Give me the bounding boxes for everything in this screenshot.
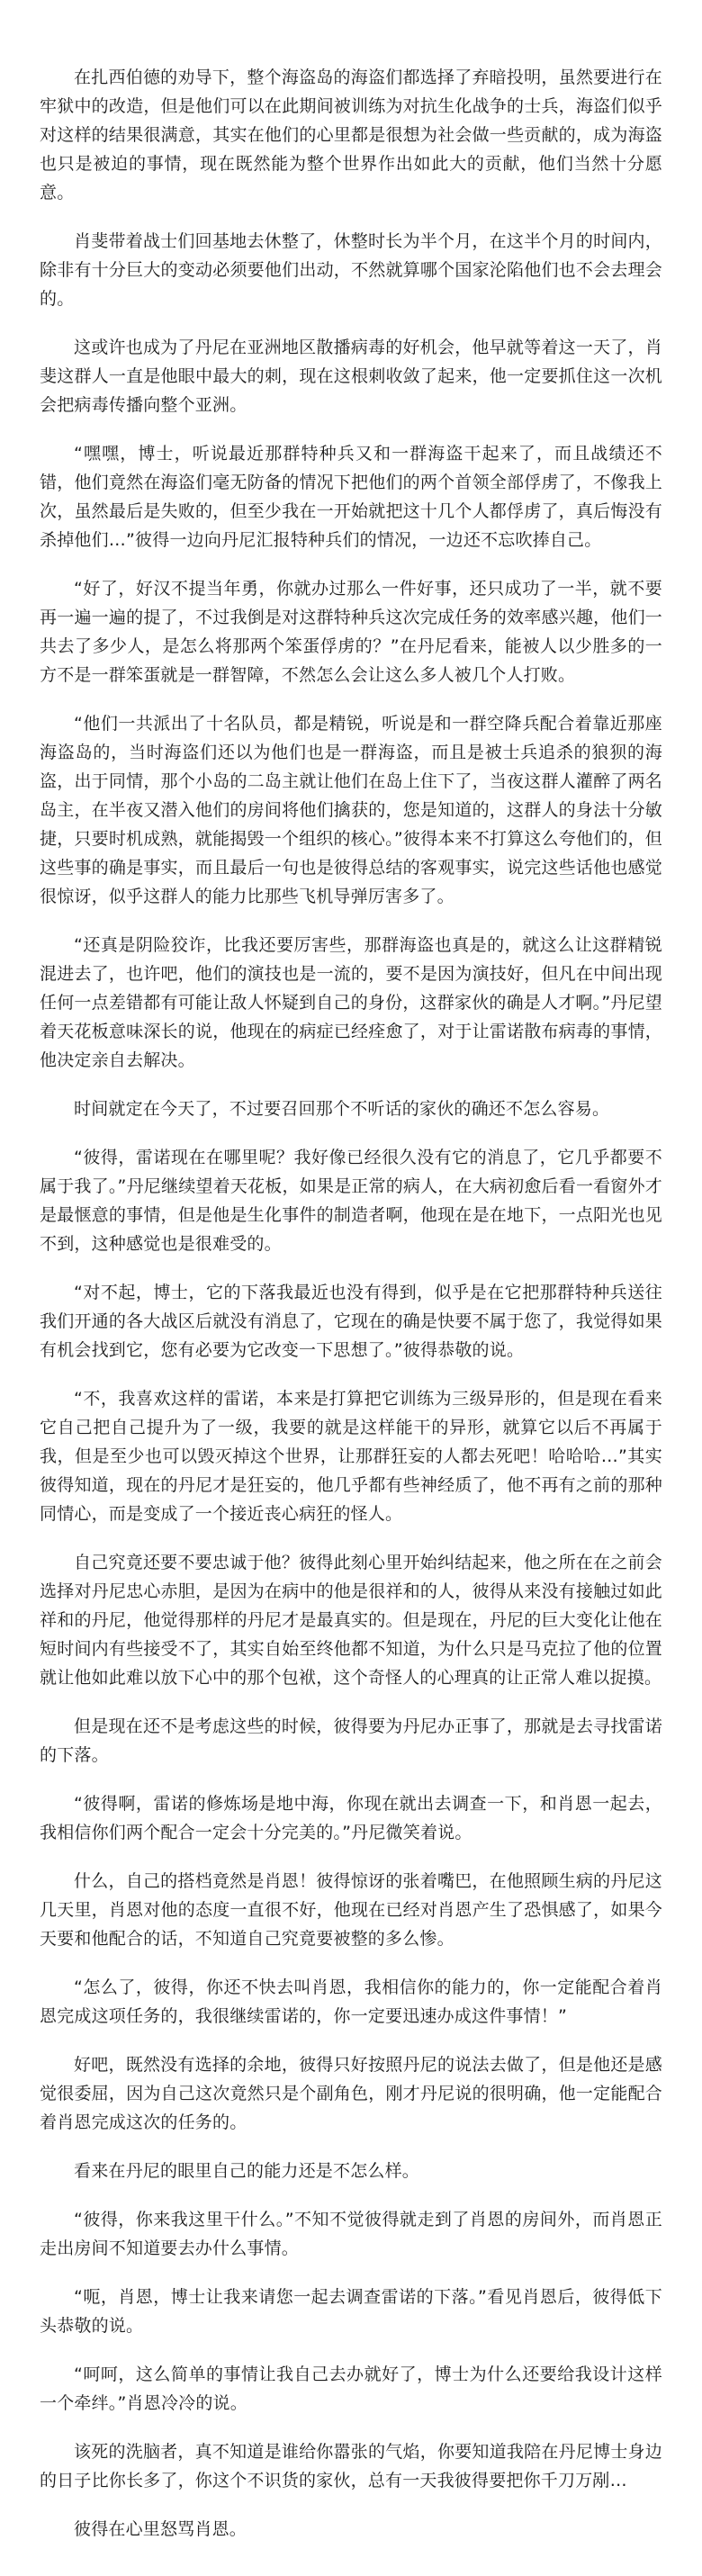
paragraph: 肖斐带着战士们回基地去休整了，休整时长为半个月，在这半个月的时间内，除非有十分巨大的变动必须要他们出动，不然就算哪个国家沦陷他们也不会去理会的。 [40, 231, 662, 309]
paragraph: 彼得在心里怒骂肖恩。 [74, 2519, 248, 2539]
paragraph: 好吧，既然没有选择的余地，彼得只好按照丹尼的说法去做了，但是他还是感觉很委屈，因为自己这次竟然只是个副角色，刚才丹尼说的很明确，他一定能配合着肖恩完成这次的任务的。 [40, 2055, 662, 2132]
paragraph: 这或许也成为了丹尼在亚洲地区散播病毒的好机会，他早就等着这一天了，肖斐这群人一直是他眼中最大的刺，现在这根刺收敛了起来，他一定要抓住这一次机会把病毒传播向整个亚洲。 [40, 338, 662, 415]
paragraph: “不，我喜欢这样的雷诺，本来是打算把它训练为三级异形的，但是现在看来它自己把自己提升为了一级，我要的就是这样能干的异形，就算它以后不再属于我，但是至少也可以毁灭掉这个世界，让那群狂妄的人都去死吧！哈哈哈…”其实彼得知道，现在的丹尼才是狂妄的，他几乎都有些神经质了，他不再有之前的那种同情心，而是变成了一个接近丧心病狂的怪人。 [40, 1389, 662, 1524]
paragraph: “好了，好汉不提当年勇，你就办过那么一件好事，还只成功了一半，就不要再一遍一遍的提了，不过我倒是对这群特种兵这次完成任务的效率感兴趣，他们一共去了多少人，是怎么将那两个笨蛋俘虏的？”在丹尼看来，能被人以少胜多的一方不是一群笨蛋就是一群智障，不然怎么会让这么多人被几个人打败。 [40, 579, 662, 685]
paragraph: 但是现在还不是考虑这些的时候，彼得要为丹尼办正事了，那就是去寻找雷诺的下落。 [40, 1716, 662, 1765]
paragraph: 自己究竟还要不要忠诚于他？彼得此刻心里开始纠结起来，他之所在在之前会选择对丹尼忠心赤胆，是因为在病中的他是很祥和的人，彼得从来没有接触过如此祥和的丹尼，他觉得那样的丹尼才是最真实的。但是现在，丹尼的巨大变化让他在短时间内有些接受不了，其实自始至终他都不知道，为什么只是马克拉了他的位置就让他如此难以放下心中的那个包袱，这个奇怪人的心理真的让正常人难以捉摸。 [40, 1553, 662, 1688]
paragraph: “怎么了，彼得，你还不快去叫肖恩，我相信你的能力的，你一定能配合着肖恩完成这项任务的，我很继续雷诺的，你一定要迅速办成这件事情！” [40, 1977, 662, 2026]
paragraph: “呃，肖恩，博士让我来请您一起去调查雷诺的下落。”看见肖恩后，彼得低下头恭敬的说。 [40, 2287, 662, 2336]
paragraph: “还真是阴险狡诈，比我还要厉害些，那群海盗也真是的，就这么让这群精锐混进去了，也许吧，他们的演技也是一流的，要不是因为演技好，但凡在中间出现任何一点差错都有可能让敌人怀疑到自己的身份，这群家伙的确是人才啊。”丹尼望着天花板意味深长的说，他现在的病症已经痊愈了，对于让雷诺散布病毒的事情，他决定亲自去解决。 [40, 935, 662, 1070]
paragraph: 时间就定在今天了，不过要召回那个不听话的家伙的确还不怎么容易。 [74, 1099, 610, 1119]
paragraph: “对不起，博士，它的下落我最近也没有得到，似乎是在它把那群特种兵送往我们开通的各大战区后就没有消息了，它现在的确是快要不属于您了，我觉得如果有机会找到它，您有必要为它改变一下思想了。”彼得恭敬的说。 [40, 1283, 662, 1360]
paragraph: “他们一共派出了十名队员，都是精锐，听说是和一群空降兵配合着靠近那座海盗岛的，当时海盗们还以为他们也是一群海盗，而且是被士兵追杀的狼狈的海盗，出于同情，那个小岛的二岛主就让他们在岛上住下了，当夜这群人灌醉了两名岛主，在半夜又潜入他们的房间将他们擒获的，您是知道的，这群人的身法十分敏捷，只要时机成熟，就能揭毁一个组织的核心。”彼得本来不打算这么夸他们的，但这些事的确是事实，而且最后一句也是彼得总结的客观事实，说完这些话他也感觉很惊讶，似乎这群人的能力比那些飞机导弹厉害多了。 [40, 714, 662, 906]
paragraph: “呵呵，这么简单的事情让我自己去办就好了，博士为什么还要给我设计这样一个牵绊。”肖恩冷冷的说。 [40, 2364, 662, 2413]
paragraph: 看来在丹尼的眼里自己的能力还是不怎么样。 [74, 2161, 420, 2181]
paragraph: “嘿嘿，博士，听说最近那群特种兵又和一群海盗干起来了，而且战绩还不错，他们竟然在海盗们毫无防备的情况下把他们的两个首领全部俘虏了，不像我上次，虽然最后是失败的，但至少我在一开始就把这十几个人都俘虏了，真后悔没有杀掉他们…”彼得一边向丹尼汇报特种兵们的情况，一边还不忘吹捧自己。 [40, 444, 662, 550]
paragraph: “彼得，雷诺现在在哪里呢？我好像已经很久没有它的消息了，它几乎都要不属于我了。”丹尼继续望着天花板，如果是正常的病人，在大病初愈后看一看窗外才是最惬意的事情，但是他是生化事件的制造者啊，他现在是在地下，一点阳光也见不到，这种感觉也是很难受的。 [40, 1148, 662, 1254]
paragraph: “彼得啊，雷诺的修炼场是地中海，你现在就出去调查一下，和肖恩一起去，我相信你们两个配合一定会十分完美的。”丹尼微笑着说。 [40, 1794, 662, 1842]
paragraph: 什么，自己的搭档竟然是肖恩！彼得惊讶的张着嘴巴，在他照顾生病的丹尼这几天里，肖恩对他的态度一直很不好，他现在已经对肖恩产生了恐惧感了，如果今天要和他配合的话，不知道自己究竟要被整的多么惨。 [40, 1871, 662, 1949]
article-body [40, 63, 662, 2544]
paragraph: 在扎西伯德的劝导下，整个海盗岛的海盗们都选择了弃暗投明，虽然要进行在牢狱中的改造，但是他们可以在此期间被训练为对抗生化战争的士兵，海盗们似乎对这样的结果很满意，其实在他们的心里都是很想为社会做一些贡献的，成为海盗也只是被迫的事情，现在既然能为整个世界作出如此大的贡献，他们当然十分愿意。 [40, 68, 662, 203]
paragraph: 该死的洗脑者，真不知道是谁给你嚣张的气焰，你要知道我陪在丹尼博士身边的日子比你长多了，你这个不识货的家伙，总有一天我彼得要把你千刀万剐… [40, 2442, 662, 2490]
paragraph: “彼得，你来我这里干什么。”不知不觉彼得就走到了肖恩的房间外，而肖恩正走出房间不知道要去办什么事情。 [40, 2210, 662, 2258]
